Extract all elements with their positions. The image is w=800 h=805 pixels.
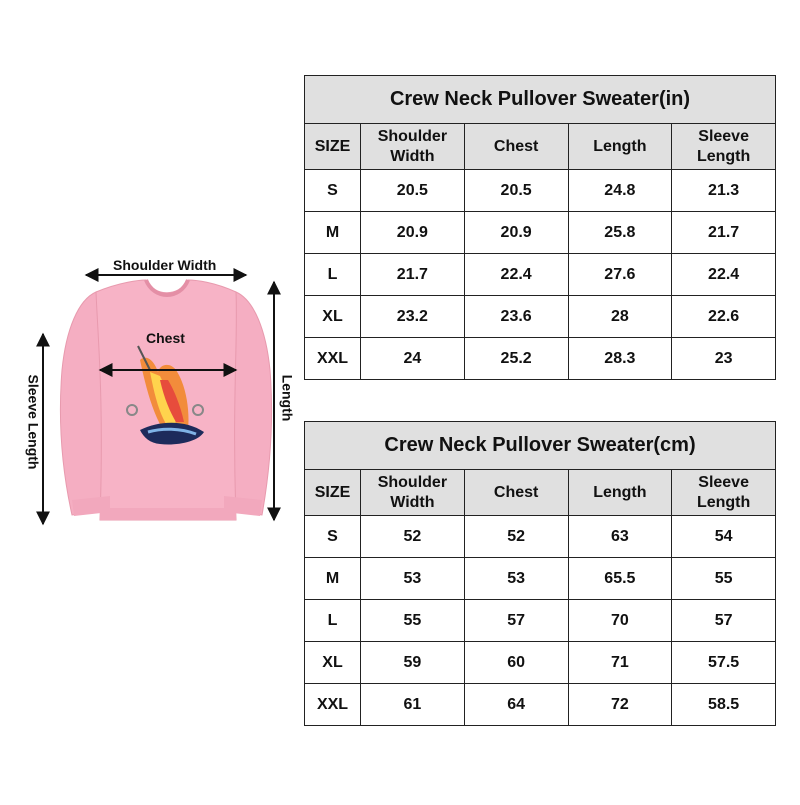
value-cell: 21.7 — [672, 212, 776, 254]
header-shoulder-width: Shoulder Width — [361, 124, 465, 170]
value-cell: 59 — [361, 642, 465, 684]
size-cell: XL — [305, 642, 361, 684]
table-row — [305, 684, 776, 726]
table-row — [305, 516, 776, 558]
size-cell: XXL — [305, 684, 361, 726]
value-cell: 28 — [568, 296, 672, 338]
value-cell: 72 — [568, 684, 672, 726]
value-cell: 20.9 — [464, 212, 568, 254]
value-cell: 21.3 — [672, 170, 776, 212]
value-cell: 23 — [672, 338, 776, 380]
length-label: Length — [279, 374, 296, 422]
value-cell: 25.2 — [464, 338, 568, 380]
header-chest: Chest — [464, 124, 568, 170]
value-cell: 20.9 — [361, 212, 465, 254]
table-row — [305, 254, 776, 296]
header-size: SIZE — [305, 124, 361, 170]
size-cell: S — [305, 516, 361, 558]
value-cell: 55 — [672, 558, 776, 600]
value-cell: 22.4 — [672, 254, 776, 296]
value-cell: 64 — [464, 684, 568, 726]
table-row — [305, 338, 776, 380]
value-cell: 70 — [568, 600, 672, 642]
chest-label: Chest — [146, 330, 185, 346]
value-cell: 24 — [361, 338, 465, 380]
value-cell: 52 — [361, 516, 465, 558]
shoulder-width-label: Shoulder Width — [113, 257, 217, 273]
value-cell: 24.8 — [568, 170, 672, 212]
value-cell: 23.2 — [361, 296, 465, 338]
value-cell: 57 — [464, 600, 568, 642]
header-length: Length — [568, 470, 672, 516]
size-cell: M — [305, 212, 361, 254]
value-cell: 21.7 — [361, 254, 465, 296]
sweater-shape — [60, 280, 271, 520]
value-cell: 52 — [464, 516, 568, 558]
value-cell: 57.5 — [672, 642, 776, 684]
table-row — [305, 600, 776, 642]
table-row — [305, 212, 776, 254]
value-cell: 22.6 — [672, 296, 776, 338]
sweater-illustration — [0, 0, 300, 800]
header-size: SIZE — [305, 470, 361, 516]
header-sleeve-length: Sleeve Length — [672, 124, 776, 170]
header-chest: Chest — [464, 470, 568, 516]
value-cell: 22.4 — [464, 254, 568, 296]
table-row — [305, 296, 776, 338]
value-cell: 63 — [568, 516, 672, 558]
value-cell: 53 — [464, 558, 568, 600]
value-cell: 55 — [361, 600, 465, 642]
value-cell: 61 — [361, 684, 465, 726]
size-cell: M — [305, 558, 361, 600]
table-row — [305, 558, 776, 600]
size-cell: L — [305, 600, 361, 642]
value-cell: 28.3 — [568, 338, 672, 380]
size-table-inches — [304, 75, 776, 380]
size-cell: L — [305, 254, 361, 296]
table-row — [305, 170, 776, 212]
value-cell: 20.5 — [464, 170, 568, 212]
size-cell: S — [305, 170, 361, 212]
size-cell: XL — [305, 296, 361, 338]
value-cell: 27.6 — [568, 254, 672, 296]
sleeve-length-label: Sleeve Length — [25, 374, 42, 470]
size-table-centimeters — [304, 421, 776, 726]
header-length: Length — [568, 124, 672, 170]
garment-diagram — [0, 0, 300, 800]
value-cell: 65.5 — [568, 558, 672, 600]
table-title: Crew Neck Pullover Sweater(in) — [305, 76, 776, 124]
value-cell: 54 — [672, 516, 776, 558]
table-title: Crew Neck Pullover Sweater(cm) — [305, 422, 776, 470]
value-cell: 58.5 — [672, 684, 776, 726]
value-cell: 57 — [672, 600, 776, 642]
value-cell: 60 — [464, 642, 568, 684]
value-cell: 23.6 — [464, 296, 568, 338]
value-cell: 25.8 — [568, 212, 672, 254]
header-shoulder-width: Shoulder Width — [361, 470, 465, 516]
header-sleeve-length: Sleeve Length — [672, 470, 776, 516]
table-row — [305, 642, 776, 684]
value-cell: 20.5 — [361, 170, 465, 212]
value-cell: 71 — [568, 642, 672, 684]
value-cell: 53 — [361, 558, 465, 600]
size-cell: XXL — [305, 338, 361, 380]
